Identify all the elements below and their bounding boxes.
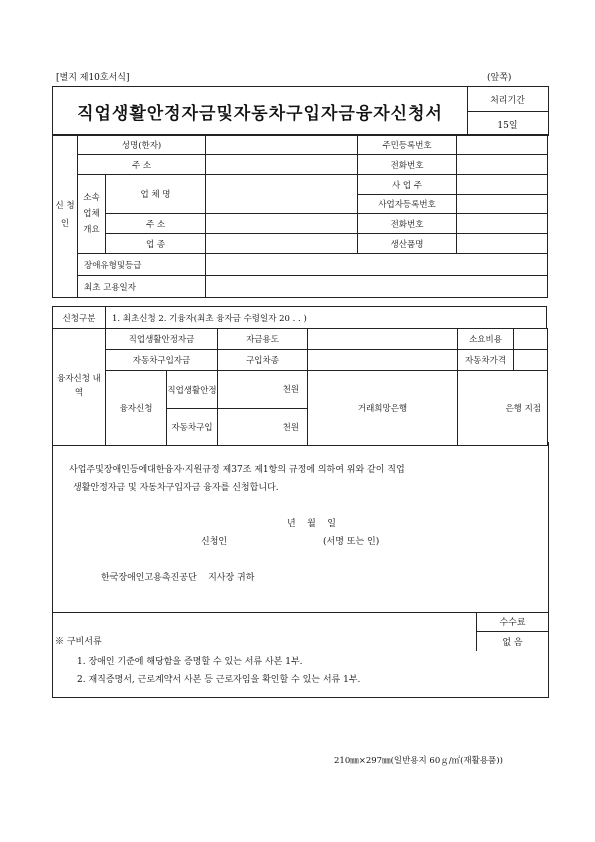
- fund-usage-field[interactable]: [308, 329, 458, 350]
- product-label: 생산품명: [358, 234, 457, 254]
- car-price-field[interactable]: [514, 350, 547, 370]
- form-number: [별지 제10호서식]: [56, 73, 130, 83]
- signer-label: 신청인: [201, 537, 228, 547]
- application-date[interactable]: 년 월 일: [287, 519, 336, 529]
- company-name-label: 업 체 명: [106, 175, 206, 214]
- employer-phone-label: 전화번호: [358, 214, 457, 234]
- loan-details-table: [52, 328, 548, 446]
- bank-branch-suffix: 은행 지점: [505, 404, 541, 414]
- car-type-label: 구입차종: [218, 350, 308, 371]
- documents-title: ※ 구비서류: [55, 637, 102, 647]
- living-stability-label: 직업생활안정: [167, 371, 217, 409]
- fund-usage-label: 자금용도: [218, 329, 308, 350]
- business-reg-label: 사업자등록번호: [378, 200, 436, 210]
- company-name-field[interactable]: [206, 175, 358, 214]
- product-field[interactable]: [457, 234, 548, 254]
- form-title: 직업생활안정자금및자동차구입자금융자신청서: [53, 87, 468, 135]
- applicant-table: [52, 134, 548, 298]
- declaration-text-line2: 생활안정자금 및 자동차구입자금 융자를 신청합니다.: [73, 483, 279, 493]
- car-price-label: 자동차가격: [458, 350, 514, 370]
- living-amount-field[interactable]: [218, 371, 308, 409]
- industry-field[interactable]: [206, 234, 358, 254]
- living-amount-unit: 천원: [282, 385, 299, 396]
- recipient: 한국장애인고용촉진공단 지사장 귀하: [101, 573, 255, 583]
- employer-phone-field[interactable]: [457, 214, 548, 234]
- car-fund-label: 자동차구입자금: [106, 350, 218, 371]
- signature-field[interactable]: (서명 또는 인): [323, 537, 380, 547]
- business-reg-field[interactable]: [457, 195, 547, 213]
- fee-label: 수수료: [476, 612, 548, 632]
- car-amount-field[interactable]: [218, 408, 308, 446]
- first-hire-date-field[interactable]: [206, 276, 548, 298]
- name-field[interactable]: [206, 135, 358, 155]
- name-label: 성명(한자): [78, 135, 206, 155]
- declaration-text-line1: 사업주및장애인등에대한융자·지원규정 제37조 제1항의 규정에 의하여 위와 같이 직업: [69, 465, 405, 475]
- business-owner-label: 사 업 주: [358, 175, 456, 195]
- title-row: [52, 86, 549, 136]
- page-side-label: (앞쪽): [487, 73, 512, 83]
- car-type-field[interactable]: [308, 350, 458, 371]
- processing-period: [467, 87, 548, 135]
- resident-id-field[interactable]: [457, 135, 548, 155]
- car-purchase-label: 자동차구입: [171, 423, 213, 433]
- document-item-1: 1. 장애인 기준에 해당함을 증명할 수 있는 서류 사본 1부.: [77, 657, 303, 667]
- industry-label: 업 종: [106, 234, 206, 254]
- document-item-2: 2. 재직증명서, 근로계약서 사본 등 근로자임을 확인할 수 있는 서류 1부.: [77, 675, 361, 685]
- phone-field[interactable]: [457, 155, 548, 175]
- loan-request-label: 융자신청: [106, 371, 167, 445]
- first-hire-date-label: 최초 고용일자: [78, 276, 206, 298]
- loan-section-label: 융자신청 내 역: [53, 329, 106, 446]
- disability-type-label: 장애유형및등급: [78, 254, 206, 276]
- address-label: 주 소: [78, 155, 206, 175]
- application-type-options[interactable]: 1. 최초신청 2. 기융자(최초 융자금 수령일자 20 . . ): [106, 307, 547, 329]
- application-type-label: 신청구분: [53, 307, 106, 329]
- declaration-block: [52, 442, 549, 613]
- required-documents-block: [52, 612, 549, 698]
- paper-spec-footer: 210㎜×297㎜(일반용지 60ｇ/㎡(재활용품)): [334, 756, 503, 766]
- application-type-table: [52, 306, 547, 329]
- applicant-section-label: 신 청 인: [53, 135, 78, 298]
- processing-period-label: 처리기간: [467, 87, 548, 112]
- living-fund-label: 직업생활안정자금: [106, 329, 218, 350]
- preferred-bank-field[interactable]: [458, 371, 548, 446]
- resident-id-label: 주민등록번호: [358, 135, 457, 155]
- required-cost-field[interactable]: [514, 329, 547, 349]
- car-amount-unit: 천원: [282, 422, 299, 433]
- required-cost-label: 소요비용: [458, 329, 514, 349]
- employer-address-field[interactable]: [206, 214, 358, 234]
- disability-type-field[interactable]: [206, 254, 548, 276]
- processing-period-value: 15일: [497, 120, 518, 131]
- phone-label: 전화번호: [358, 155, 457, 175]
- address-field[interactable]: [206, 155, 358, 175]
- employer-address-label: 주 소: [106, 214, 206, 234]
- preferred-bank-label: 거래희망은행: [308, 371, 458, 446]
- fee-value: 없 음: [476, 632, 548, 651]
- employer-group-label: 소속 업체 개요: [78, 175, 106, 254]
- fee-box: [476, 612, 548, 651]
- business-owner-field[interactable]: [457, 175, 547, 195]
